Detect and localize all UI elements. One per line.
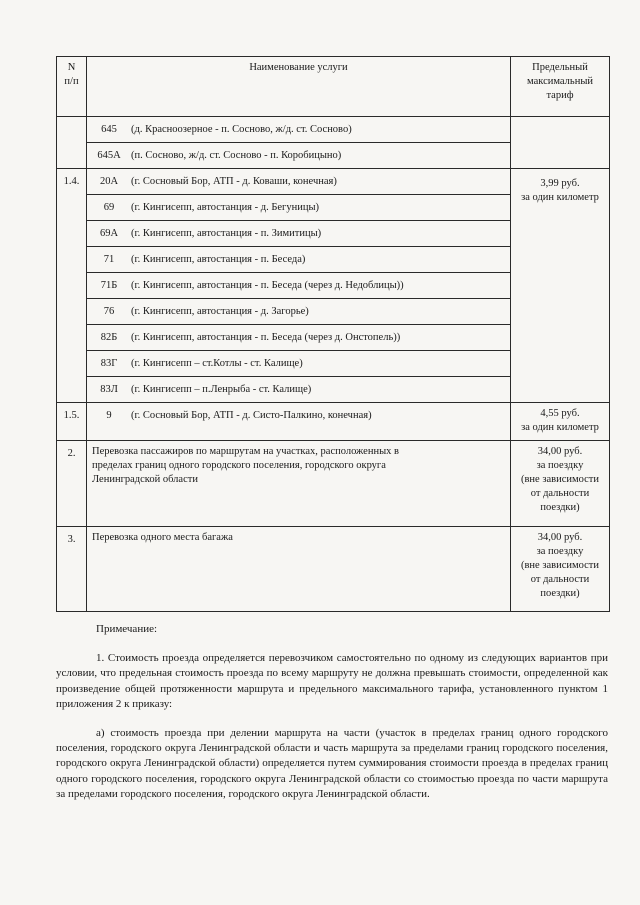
- route-name: (п. Сосново, ж/д. ст. Сосново - п. Коробицыно): [131, 143, 510, 169]
- tariff-table: [56, 56, 610, 612]
- header-num-line2: п/п: [64, 76, 79, 87]
- route-row: [87, 247, 510, 273]
- route-name: (г. Кингисепп, автостанция - п. Беседа (через д. Недоблицы)): [131, 273, 510, 299]
- header-service-name: [87, 57, 511, 117]
- tariff-line: за один километр: [521, 422, 599, 433]
- row-num: 3.: [57, 527, 87, 612]
- route-code: 83Л: [87, 377, 131, 403]
- tariff-line: 3,99 руб.: [540, 178, 580, 189]
- tariff-line: 34,00 руб.: [537, 446, 583, 457]
- table-header-row: [57, 57, 610, 117]
- service-text-line: пределах границ одного городского поселения, городского округа: [92, 460, 386, 471]
- route-code: 20А: [99, 175, 119, 187]
- cont-routes-cell: [87, 117, 511, 169]
- header-tariff-line3: тариф: [546, 90, 574, 101]
- row-15-tariff: [511, 403, 610, 441]
- row-num: 2.: [57, 441, 87, 527]
- route-name: (г. Кингисепп – ст.Котлы - ст. Калище): [131, 351, 510, 377]
- route-list: [87, 169, 510, 402]
- route-row: [87, 169, 510, 195]
- route-code: 71Б: [87, 273, 131, 299]
- route-code: 69А: [87, 221, 131, 247]
- tariff-line: 34,00 руб.: [537, 532, 583, 543]
- tariff-line: от дальности: [530, 488, 590, 499]
- row-3-service: [87, 527, 511, 612]
- route-name: (г. Кингисепп, автостанция - п. Беседа (через д. Онстопель)): [131, 325, 510, 351]
- row-2-tariff: [511, 441, 610, 527]
- row-num: 1.5.: [57, 403, 87, 441]
- route-name: (д. Красноозерное - п. Сосново, ж/д. ст. Сосново): [131, 123, 352, 135]
- service-text-line: Перевозка одного места багажа: [92, 532, 233, 543]
- row-15-route-cell: [87, 403, 511, 441]
- service-text-line: Перевозка пассажиров по маршрутам на участках, расположенных в: [92, 446, 399, 457]
- route-code: 76: [87, 299, 131, 325]
- route-row: [87, 351, 510, 377]
- tariff-line: за один километр: [521, 192, 599, 203]
- row-14-tariff: [511, 169, 610, 403]
- table-row: [57, 403, 610, 441]
- route-code: 71: [87, 247, 131, 273]
- tariff-line: (вне зависимости: [520, 560, 600, 571]
- tariff-line: за поездку: [536, 460, 584, 471]
- header-num: [57, 57, 87, 117]
- route-row: [87, 403, 510, 428]
- tariff-line: поездки): [540, 588, 580, 599]
- route-name: (г. Кингисепп, автостанция - п. Беседа): [131, 247, 510, 273]
- route-list: [87, 117, 510, 168]
- table-row: [57, 527, 610, 612]
- notes-section: [56, 622, 608, 816]
- row-num: 1.4.: [57, 169, 87, 403]
- route-row: [87, 273, 510, 299]
- route-code: 645: [101, 123, 117, 135]
- route-name: (г. Кингисепп, автостанция - д. Загорье): [131, 299, 510, 325]
- header-tariff-line1: Предельный: [532, 62, 588, 73]
- route-name: (г. Кингисепп, автостанция - п. Зимитицы): [131, 221, 510, 247]
- notes-paragraph-2: а) стоимость проезда при делении маршрута на части (участок в пределах границ одного городского поселения, городского округа Ленинградской области и часть маршрута за пределами границ городского поселения, городского округа Ленинградской области) определяется путем суммирования стоимости проезда в пределах границ одного городского поселения, городского округа Ленинградской области со стоимостью проезда по части маршрута за пределами городского поселения, городского округа Ленинградской области.: [56, 727, 608, 800]
- row-3-tariff: [511, 527, 610, 612]
- tariff-line: от дальности: [530, 574, 590, 585]
- table-row: [57, 117, 610, 169]
- route-row: [87, 221, 510, 247]
- route-row: [87, 143, 510, 169]
- route-name: (г. Сосновый Бор, АТП - д. Коваши, конечная): [131, 175, 337, 187]
- cont-tariff-cell: [511, 117, 610, 169]
- tariff-line: 4,55 руб.: [540, 408, 580, 419]
- route-code: 82Б: [87, 325, 131, 351]
- row-14-routes-cell: [87, 169, 511, 403]
- route-row: [87, 377, 510, 403]
- header-service-name-text: Наименование услуги: [249, 62, 348, 73]
- tariff-line: за поездку: [536, 546, 584, 557]
- route-code: 69: [87, 195, 131, 221]
- route-row: [87, 117, 510, 143]
- route-code: 9: [106, 409, 112, 421]
- route-row: [87, 195, 510, 221]
- tariff-line: поездки): [540, 502, 580, 513]
- route-list: [87, 403, 510, 428]
- table-row: [57, 169, 610, 403]
- notes-title: Примечание:: [96, 623, 158, 635]
- route-row: [87, 299, 510, 325]
- route-code: 83Г: [87, 351, 131, 377]
- route-row: [87, 325, 510, 351]
- header-num-line1: N: [67, 62, 76, 73]
- route-name: (г. Сосновый Бор, АТП - д. Систо-Палкино, конечная): [131, 409, 372, 421]
- route-name: (г. Кингисепп – п.Ленрыба - ст. Калище): [131, 377, 510, 403]
- route-code: 645А: [87, 143, 131, 169]
- table-row: [57, 441, 610, 527]
- row-2-service: [87, 441, 511, 527]
- header-tariff: [511, 57, 610, 117]
- header-tariff-line2: максимальный: [527, 76, 593, 87]
- route-name: (г. Кингисепп, автостанция - д. Бегуницы): [131, 195, 510, 221]
- tariff-line: (вне зависимости: [520, 474, 600, 485]
- service-text-line: Ленинградской области: [92, 474, 198, 485]
- cont-num-cell: [57, 117, 87, 169]
- notes-paragraph-1: 1. Стоимость проезда определяется перевозчиком самостоятельно по одному из следующих вариантов при условии, что предельная стоимость проезда по всему маршруту не должна превышать стоимости, определенной как произведение общей протяженности маршрута и предельного максимального тарифа, установленного пунктом 1 приложения 2 к приказу:: [56, 652, 608, 710]
